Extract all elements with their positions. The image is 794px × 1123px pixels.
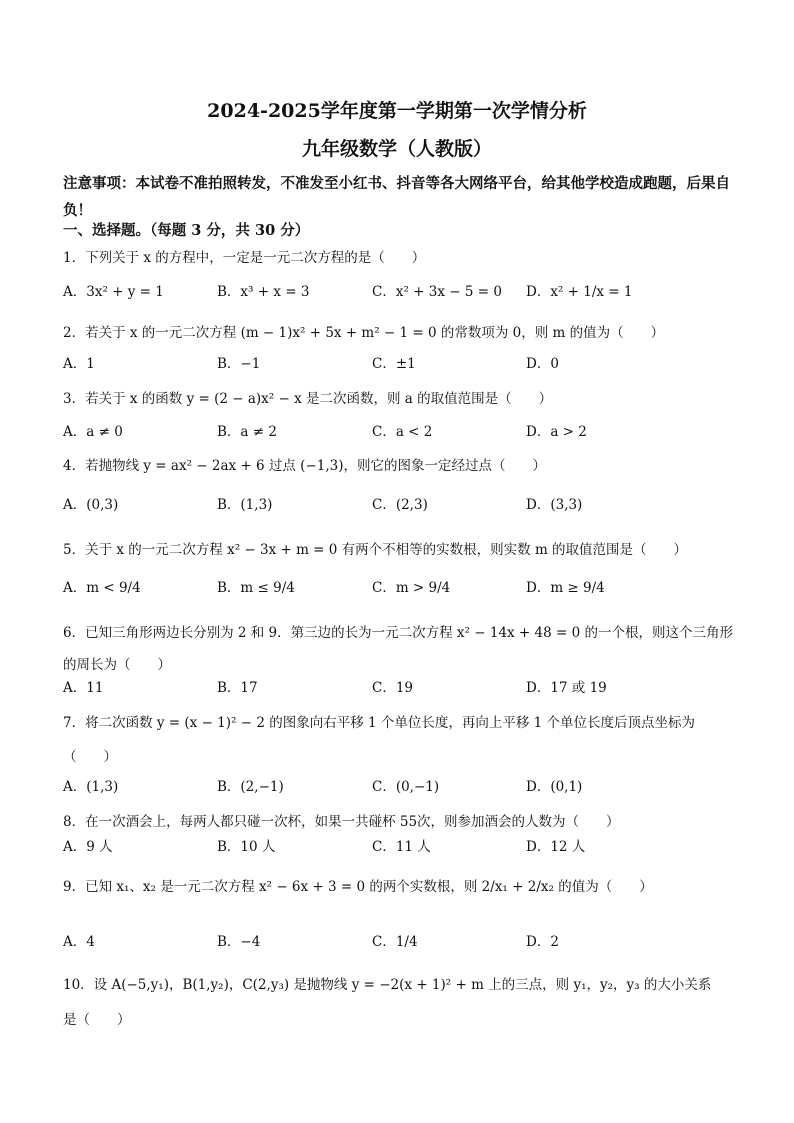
option-d: D．m ≥ 9/4 [526, 580, 605, 596]
option-a: A．1 [63, 356, 95, 372]
question-3-options [63, 420, 743, 450]
option-d: D．(3,3) [526, 497, 583, 513]
option-c: C．19 [372, 680, 414, 696]
question-2-options [63, 352, 743, 382]
question-7-stem-line2: （ ） [63, 749, 117, 765]
option-d: D．0 [526, 356, 559, 372]
question-2-stem: 2．若关于 x 的一元二次方程 (m − 1)x² + 5x + m² − 1 = 0 的常数项为 0，则 m 的值为（ ） [63, 325, 665, 341]
option-b: B．x³ + x = 3 [217, 284, 310, 300]
question-4-stem: 4．若抛物线 y = ax² − 2ax + 6 过点 (−1,3)，则它的图象一定经过点（ ） [63, 458, 547, 474]
question-10-stem-line1: 10．设 A(−5,y₁)，B(1,y₂)，C(2,y₃) 是抛物线 y = −2(x + 1)² + m 上的三点，则 y₁，y₂，y₃ 的大小关系 [63, 977, 712, 993]
option-d: D．2 [526, 934, 559, 950]
option-c: C．a < 2 [372, 424, 433, 440]
section-heading: 一、选择题。（每题 3 分，共 30 分） [63, 222, 310, 239]
notice-text: 注意事项：本试卷不准拍照转发，不准发至小红书、抖音等各大网络平台，给其他学校造成跑题，后果自负！ [63, 175, 730, 219]
option-b: B．(1,3) [217, 497, 273, 513]
option-c: C．(0,−1) [372, 779, 440, 795]
option-a: A．(0,3) [63, 497, 119, 513]
question-8-options [63, 835, 743, 865]
option-d: D．12 人 [526, 839, 586, 855]
option-d: D．a > 2 [526, 424, 587, 440]
option-d: D．(0,1) [526, 779, 583, 795]
option-a: A．3x² + y = 1 [63, 284, 164, 300]
question-6-stem-line1: 6．已知三角形两边长分别为 2 和 9．第三边的长为一元二次方程 x² − 14x + 48 = 0 的一个根，则这个三角形 [63, 625, 733, 641]
question-3-stem: 3．若关于 x 的函数 y = (2 − a)x² − x 是二次函数，则 a 的取值范围是（ ） [63, 391, 553, 407]
option-c: C．±1 [372, 356, 416, 372]
question-4-options [63, 493, 743, 523]
option-a: A．a ≠ 0 [63, 424, 123, 440]
option-c: C．1/4 [372, 934, 418, 950]
option-b: B．17 [217, 680, 258, 696]
option-a: A．m < 9/4 [63, 580, 141, 596]
option-b: B．m ≤ 9/4 [217, 580, 295, 596]
option-a: A．(1,3) [63, 779, 119, 795]
option-b: B．(2,−1) [217, 779, 284, 795]
question-7-stem-line1: 7．将二次函数 y = (x − 1)² − 2 的图象向右平移 1 个单位长度，再向上平移 1 个单位长度后顶点坐标为 [63, 715, 696, 731]
question-9-options [63, 930, 743, 960]
question-8-stem: 8．在一次酒会上，每两人都只碰一次杯，如果一共碰杯 55次，则参加酒会的人数为（ ） [63, 814, 620, 830]
question-7-options [63, 775, 743, 805]
question-6-options [63, 676, 743, 706]
option-a: A．4 [63, 934, 95, 950]
option-b: B．−4 [217, 934, 261, 950]
page-title: 2024-2025学年度第一学期第一次学情分析 [207, 100, 587, 122]
option-a: A．9 人 [63, 839, 113, 855]
option-c: C．x² + 3x − 5 = 0 [372, 284, 502, 300]
question-1-options [63, 280, 743, 310]
option-d: D．17 或 19 [526, 680, 607, 696]
question-5-stem: 5．关于 x 的一元二次方程 x² − 3x + m = 0 有两个不相等的实数根，则实数 m 的取值范围是（ ） [63, 542, 688, 558]
question-10-stem-line2: 是（ ） [63, 1012, 131, 1028]
question-5-options [63, 576, 743, 606]
option-a: A．11 [63, 680, 104, 696]
question-1-stem: 1．下列关于 x 的方程中，一定是一元二次方程的是（ ） [63, 250, 426, 266]
option-b: B．−1 [217, 356, 261, 372]
question-6-stem-line2: 的周长为（ ） [63, 657, 171, 673]
question-9-stem: 9．已知 x₁、x₂ 是一元二次方程 x² − 6x + 3 = 0 的两个实数根，则 2/x₁ + 2/x₂ 的值为（ ） [63, 879, 653, 895]
option-b: B．a ≠ 2 [217, 424, 277, 440]
option-d: D．x² + 1/x = 1 [526, 284, 633, 300]
option-c: C．m > 9/4 [372, 580, 451, 596]
option-b: B．10 人 [217, 839, 276, 855]
option-c: C．(2,3) [372, 497, 428, 513]
option-c: C．11 人 [372, 839, 431, 855]
page-subtitle: 九年级数学（人教版） [301, 138, 492, 160]
